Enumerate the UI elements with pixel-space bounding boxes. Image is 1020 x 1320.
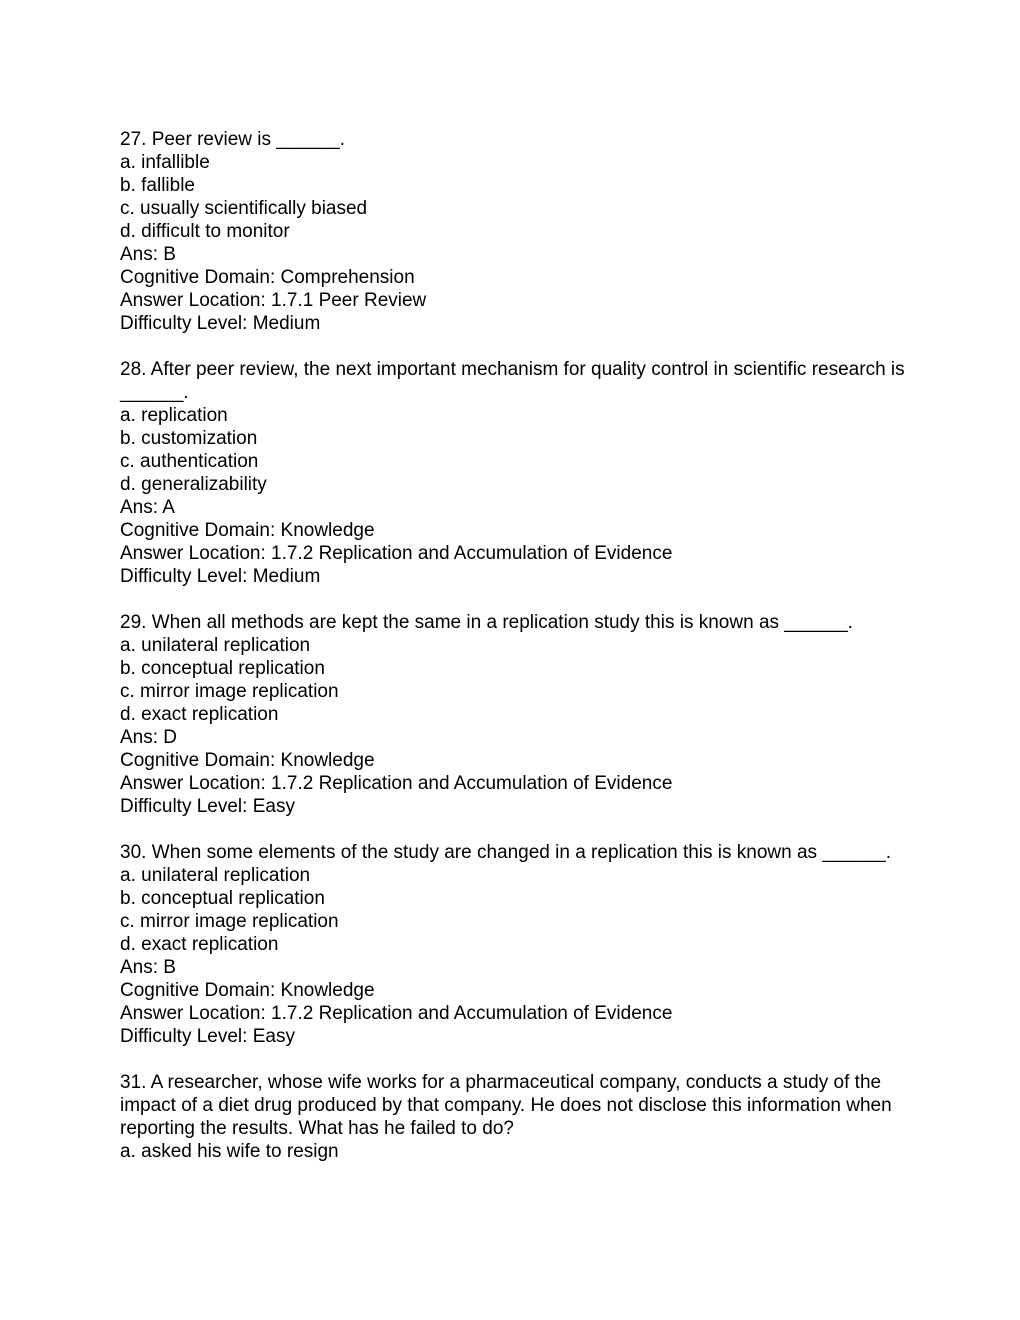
option-d: d. exact replication <box>120 934 279 955</box>
option-c: c. mirror image replication <box>120 681 339 702</box>
option-b: b. conceptual replication <box>120 888 325 909</box>
question-stem: 31. A researcher, whose wife works for a pharmaceutical company, conducts a study of the impact of a diet drug produced by that company. He does not disclose this information when reporting the results. What has he failed to do? <box>120 1072 897 1139</box>
question-29 <box>120 611 910 818</box>
option-a: a. unilateral replication <box>120 635 311 656</box>
question-stem: 30. When some elements of the study are changed in a replication this is known as ______. <box>120 842 892 863</box>
question-27 <box>120 128 910 335</box>
question-31 <box>120 1071 910 1163</box>
option-c: c. mirror image replication <box>120 911 339 932</box>
option-b: b. conceptual replication <box>120 658 325 679</box>
question-stem: 28. After peer review, the next important mechanism for quality control in scientific research is ______. <box>120 359 910 403</box>
difficulty-level: Difficulty Level: Medium <box>120 566 321 587</box>
difficulty-level: Difficulty Level: Easy <box>120 796 295 817</box>
option-b: b. fallible <box>120 175 195 196</box>
difficulty-level: Difficulty Level: Easy <box>120 1026 295 1047</box>
question-stem: 29. When all methods are kept the same in a replication study this is known as ______. <box>120 612 853 633</box>
option-a: a. unilateral replication <box>120 865 311 886</box>
answer: Ans: B <box>120 244 176 265</box>
cognitive-domain: Cognitive Domain: Comprehension <box>120 267 415 288</box>
document-page <box>120 128 910 1186</box>
cognitive-domain: Cognitive Domain: Knowledge <box>120 750 375 771</box>
option-d: d. generalizability <box>120 474 267 495</box>
option-b: b. customization <box>120 428 258 449</box>
answer-location: Answer Location: 1.7.1 Peer Review <box>120 290 427 311</box>
option-a: a. replication <box>120 405 228 426</box>
option-d: d. exact replication <box>120 704 279 725</box>
answer-location: Answer Location: 1.7.2 Replication and Accumulation of Evidence <box>120 1003 673 1024</box>
answer: Ans: A <box>120 497 175 518</box>
question-28 <box>120 358 910 588</box>
option-c: c. usually scientifically biased <box>120 198 368 219</box>
question-30 <box>120 841 910 1048</box>
option-d: d. difficult to monitor <box>120 221 290 242</box>
answer-location: Answer Location: 1.7.2 Replication and Accumulation of Evidence <box>120 773 673 794</box>
option-c: c. authentication <box>120 451 259 472</box>
cognitive-domain: Cognitive Domain: Knowledge <box>120 520 375 541</box>
option-a: a. infallible <box>120 152 210 173</box>
answer-location: Answer Location: 1.7.2 Replication and Accumulation of Evidence <box>120 543 673 564</box>
question-stem: 27. Peer review is ______. <box>120 129 345 150</box>
option-a: a. asked his wife to resign <box>120 1141 339 1162</box>
cognitive-domain: Cognitive Domain: Knowledge <box>120 980 375 1001</box>
difficulty-level: Difficulty Level: Medium <box>120 313 321 334</box>
answer: Ans: D <box>120 727 178 748</box>
answer: Ans: B <box>120 957 176 978</box>
